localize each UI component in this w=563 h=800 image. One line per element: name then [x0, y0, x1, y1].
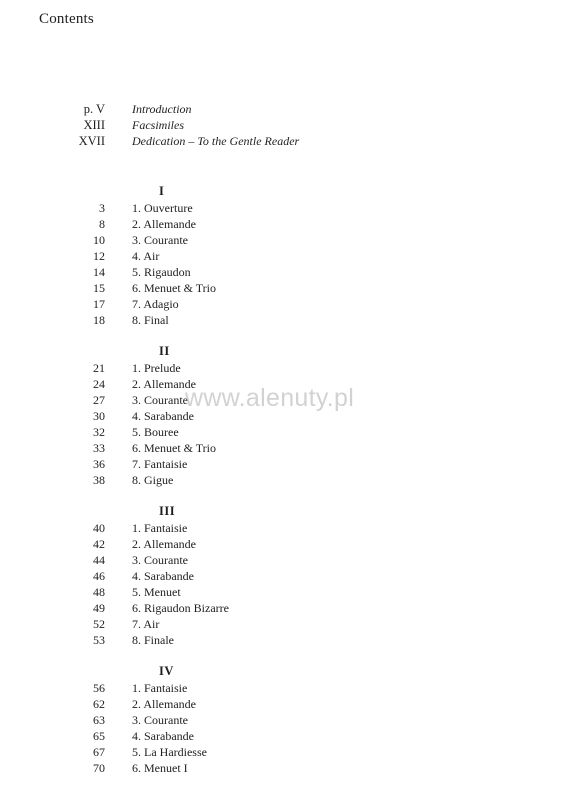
suite-section: [0, 183, 563, 328]
toc-entry: [0, 101, 563, 117]
toc-entry: [0, 200, 563, 216]
toc-entry: [0, 760, 563, 776]
page-number: 30: [93, 409, 105, 423]
toc-entry: [0, 632, 563, 648]
page-number: 24: [93, 377, 105, 391]
page-number: 8: [99, 217, 105, 231]
toc-entry: [0, 296, 563, 312]
entry-title: 8. Final: [132, 313, 169, 327]
page-number: 17: [93, 297, 105, 311]
page-number: 21: [93, 361, 105, 375]
page-number: 46: [93, 569, 105, 583]
page-number: 36: [93, 457, 105, 471]
page-number: 49: [93, 601, 105, 615]
page-number: 40: [93, 521, 105, 535]
entry-title: 3. Courante: [132, 553, 188, 567]
toc-entry: [0, 728, 563, 744]
page-number: 33: [93, 441, 105, 455]
entry-title: 2. Allemande: [132, 697, 196, 711]
toc-entry: [0, 216, 563, 232]
suite-heading: IV: [159, 664, 174, 678]
toc-entry: [0, 456, 563, 472]
toc-entry: [0, 440, 563, 456]
toc-entry: [0, 472, 563, 488]
page-number: 27: [93, 393, 105, 407]
page-number: 32: [93, 425, 105, 439]
toc-entry: [0, 552, 563, 568]
toc-entry: [0, 133, 563, 149]
suite-section: [0, 343, 563, 488]
page-number: 70: [93, 761, 105, 775]
entry-title: 7. Air: [132, 617, 160, 631]
page-number: 44: [93, 553, 105, 567]
entry-title: 5. La Hardiesse: [132, 745, 207, 759]
entry-title: 3. Courante: [132, 233, 188, 247]
page-number: 67: [93, 745, 105, 759]
page-number: 10: [93, 233, 105, 247]
toc-entry: [0, 264, 563, 280]
page-number: 52: [93, 617, 105, 631]
toc-entry: [0, 424, 563, 440]
toc-entry: [0, 232, 563, 248]
entry-title: 6. Menuet & Trio: [132, 281, 217, 295]
entry-title: 2. Allemande: [132, 217, 196, 231]
entry-title: 1. Prelude: [132, 361, 181, 375]
entry-title: 5. Rigaudon: [132, 265, 191, 279]
entry-title: 5. Bouree: [132, 425, 179, 439]
entry-title: 2. Allemande: [132, 377, 196, 391]
entry-title: 3. Courante: [132, 393, 188, 407]
watermark-text: www.alenuty.pl: [185, 384, 355, 412]
page-number: 48: [93, 585, 105, 599]
page-number: 62: [93, 697, 105, 711]
entry-title: 6. Rigaudon Bizarre: [132, 601, 229, 615]
page-number: 38: [93, 473, 105, 487]
entry-title: 8. Finale: [132, 633, 174, 647]
toc-entry: [0, 744, 563, 760]
page-number: 18: [93, 313, 105, 327]
toc-entry: [0, 680, 563, 696]
page-number: 53: [93, 633, 105, 647]
suite-heading: III: [159, 504, 176, 518]
suite-section: [0, 663, 563, 776]
page-number: p. V: [83, 102, 105, 116]
page-number: XVII: [78, 134, 105, 148]
front-matter-list: [0, 101, 563, 149]
entry-title: 4. Air: [132, 249, 160, 263]
page-number: 15: [93, 281, 105, 295]
toc-entry: [0, 117, 563, 133]
page-number: XIII: [83, 118, 105, 132]
page-title: Contents: [39, 11, 94, 27]
toc-entry: [0, 520, 563, 536]
toc-entry: [0, 696, 563, 712]
suite-heading: II: [159, 344, 170, 358]
entry-title: 6. Menuet I: [132, 761, 188, 775]
toc-entry: [0, 536, 563, 552]
toc-entry: [0, 712, 563, 728]
toc-entry: [0, 248, 563, 264]
entry-title: 6. Menuet & Trio: [132, 441, 217, 455]
entry-title: 7. Fantaisie: [132, 457, 188, 471]
toc-entry: [0, 280, 563, 296]
toc-entry: [0, 360, 563, 376]
toc-entry: [0, 568, 563, 584]
entry-title: Dedication – To the Gentle Reader: [132, 134, 300, 148]
entry-title: 4. Sarabande: [132, 729, 194, 743]
page-number: 14: [93, 265, 105, 279]
entry-title: 1. Fantaisie: [132, 681, 188, 695]
entry-title: 1. Fantaisie: [132, 521, 188, 535]
entry-title: 4. Sarabande: [132, 409, 194, 423]
toc-entry: [0, 584, 563, 600]
suite-heading: I: [159, 184, 165, 198]
entry-title: 2. Allemande: [132, 537, 196, 551]
page-number: 12: [93, 249, 105, 263]
toc-entry: [0, 616, 563, 632]
toc-entry: [0, 600, 563, 616]
page-number: 3: [99, 201, 105, 215]
toc-entry: [0, 312, 563, 328]
suite-section: [0, 503, 563, 648]
entry-title: Facsimiles: [132, 118, 184, 132]
entry-title: Introduction: [132, 102, 192, 116]
entry-title: 5. Menuet: [132, 585, 181, 599]
entry-title: 8. Gigue: [132, 473, 174, 487]
entry-title: 7. Adagio: [132, 297, 179, 311]
entry-title: 1. Ouverture: [132, 201, 193, 215]
entry-title: 3. Courante: [132, 713, 188, 727]
page-number: 42: [93, 537, 105, 551]
page-number: 65: [93, 729, 105, 743]
page-number: 63: [93, 713, 105, 727]
entry-title: 4. Sarabande: [132, 569, 194, 583]
page-number: 56: [93, 681, 105, 695]
